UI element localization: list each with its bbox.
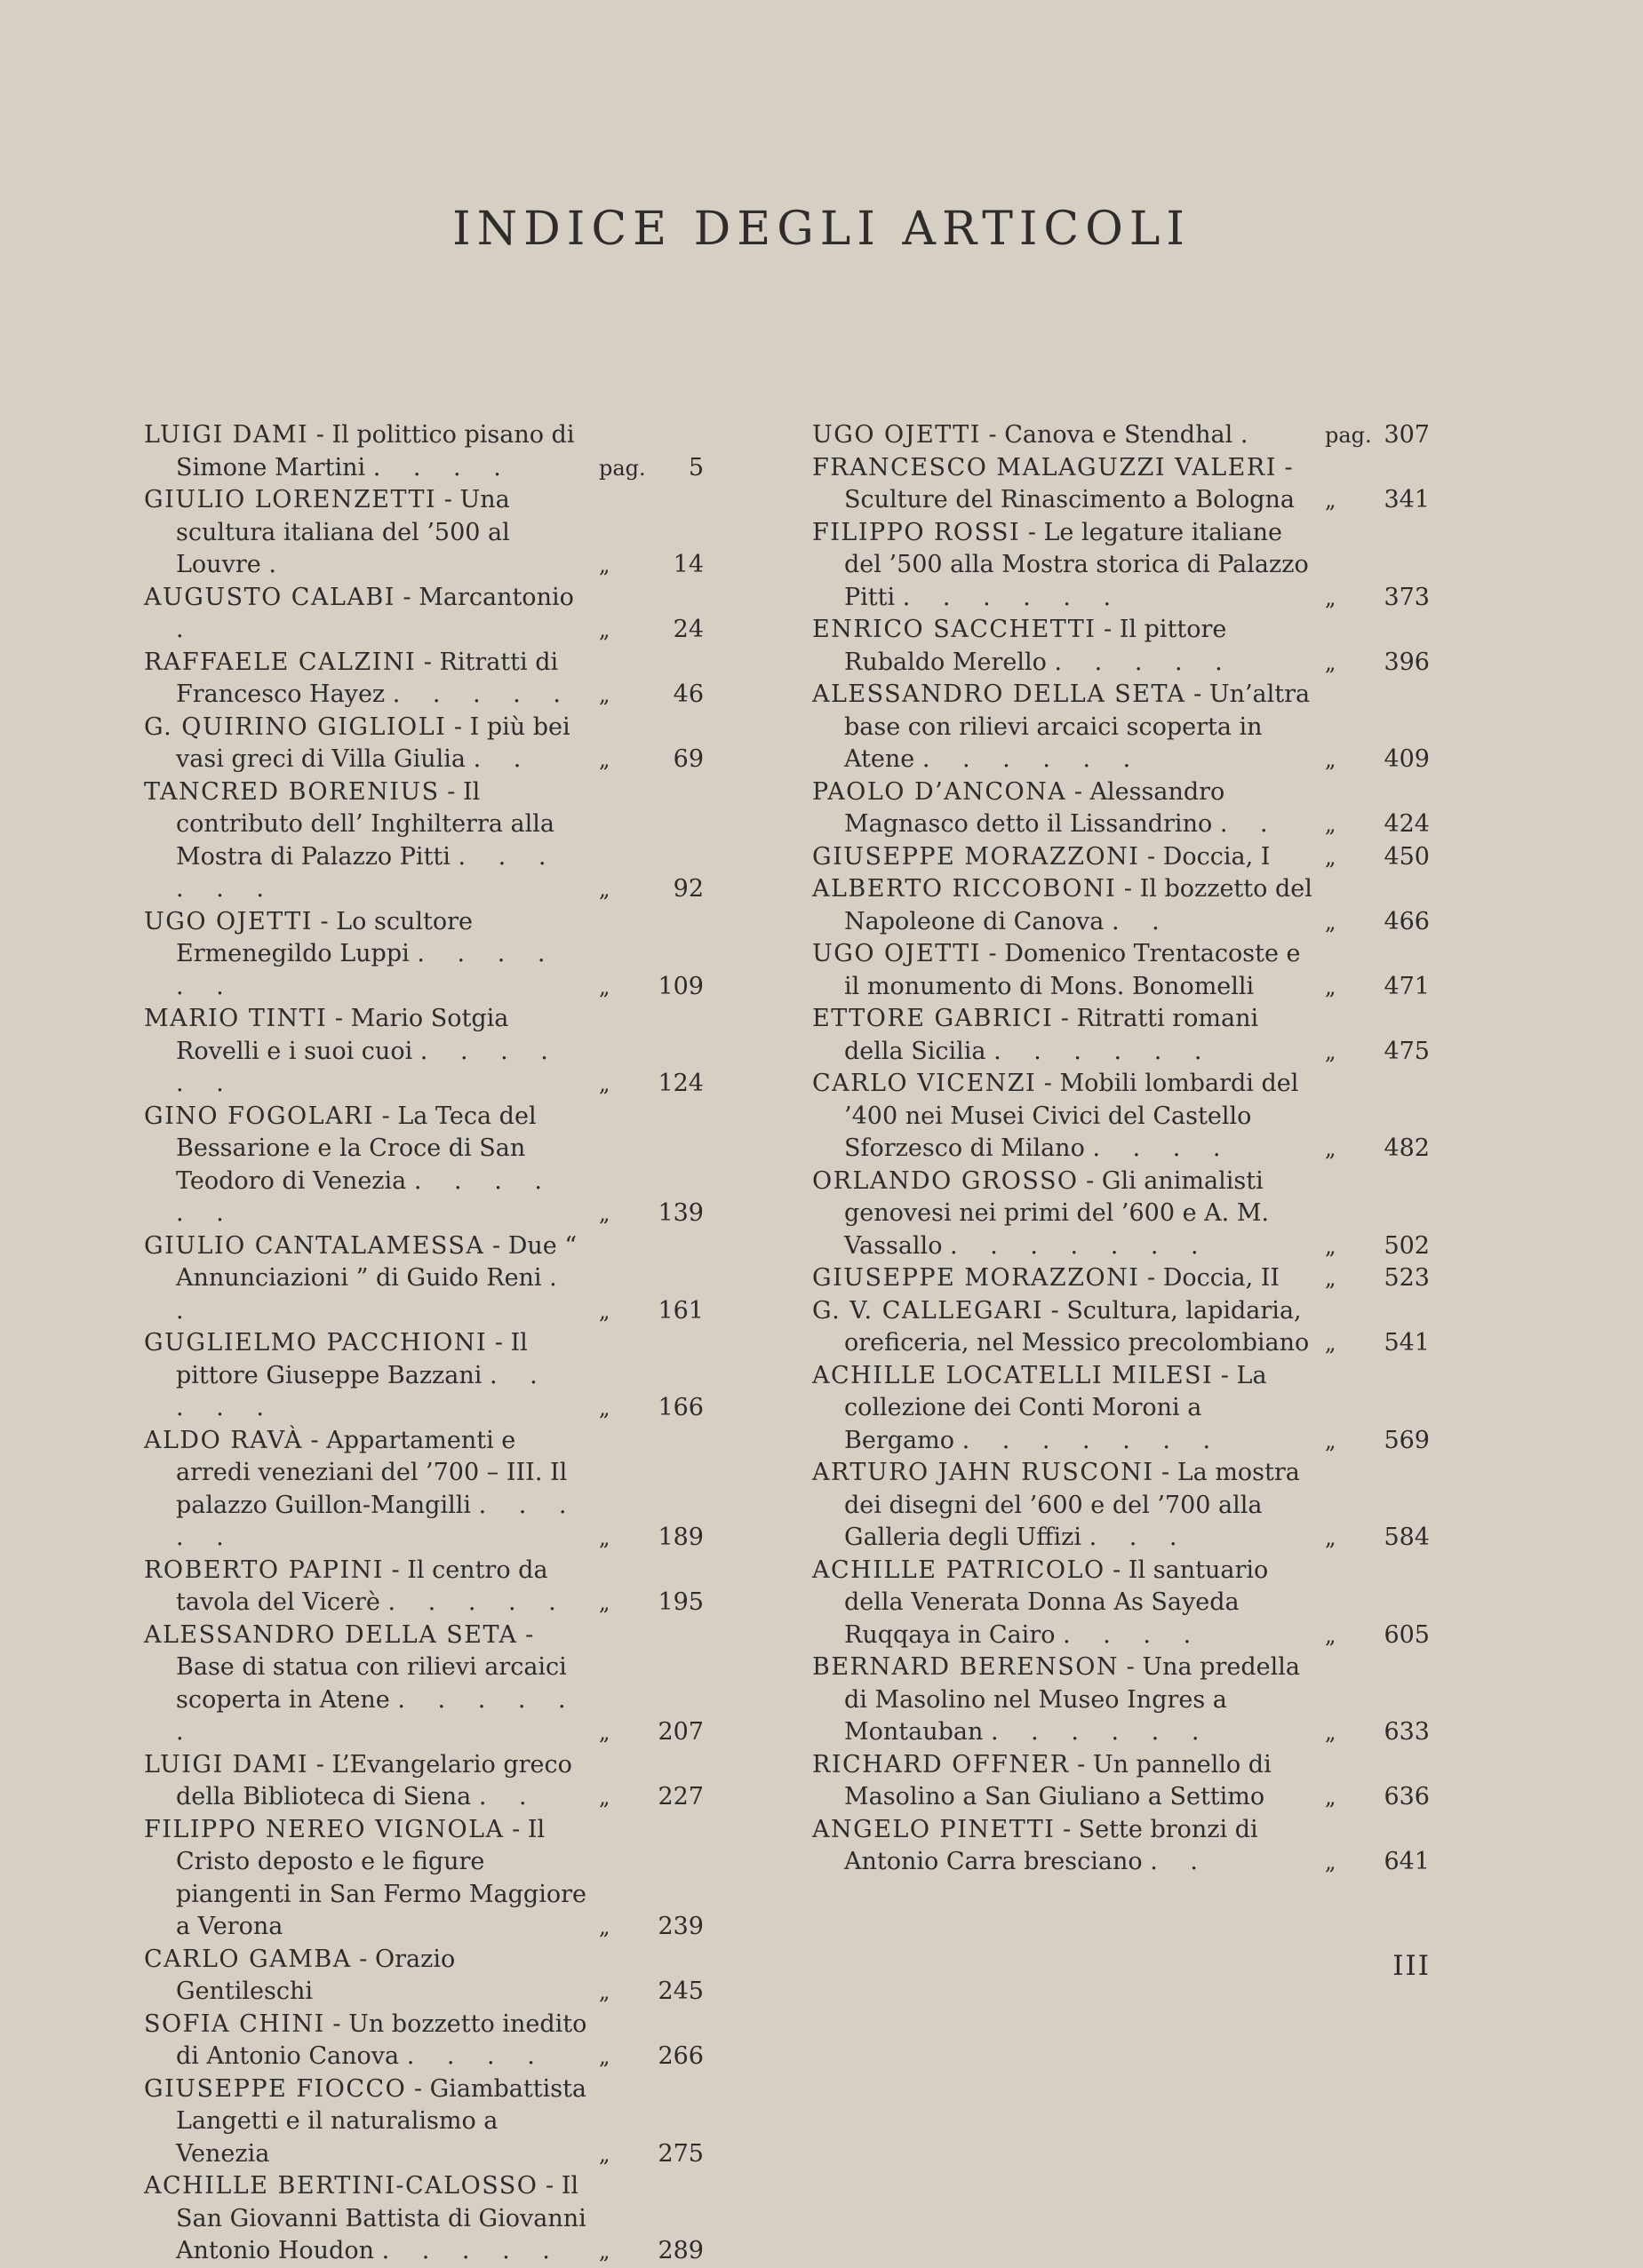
entry-author: ACHILLE BERTINI-CALOSSO [144, 2172, 538, 2200]
page-number-ref: 195 [658, 1588, 704, 1616]
page-number-ref: 24 [673, 616, 704, 643]
entry-author: RICHARD OFFNER [812, 1750, 1070, 1779]
leader-dots: . [1240, 421, 1261, 449]
page-number-ref: 466 [1384, 907, 1430, 935]
entry-author: RAFFAELE CALZINI [144, 648, 417, 676]
index-entry: RICHARD OFFNER - Un pannello di Masolino a San Giuliano a Settimo „ 636 [812, 1749, 1430, 1814]
entry-author: ALDO RAVÀ [144, 1426, 303, 1454]
index-entry: ROBERTO PAPINI - Il centro da tavola del Vicerè . . . . . „ 195 [144, 1555, 704, 1619]
page-title: INDICE DEGLI ARTICOLI [452, 203, 1191, 256]
entry-title: Il pittore Giuseppe Bazzani [176, 1329, 528, 1389]
page-number-ref: 373 [1384, 583, 1430, 611]
page-mark: „ [1325, 1233, 1336, 1259]
entry-author: G. QUIRINO GIGLIOLI [144, 712, 447, 741]
page-number-ref: 289 [658, 2237, 704, 2264]
leader-dots: . . . [1089, 1524, 1190, 1551]
page-number-ref: 396 [1384, 648, 1430, 676]
page-mark: „ [1325, 1622, 1336, 1648]
page-reference [590, 1068, 704, 1101]
entry-author: UGO OJETTI [812, 421, 981, 449]
page-mark: „ [599, 2044, 610, 2069]
entry-title: Lo scultore Ermenegildo Luppi [176, 907, 473, 967]
page-number-ref: 245 [658, 1978, 704, 2005]
entry-author: GIULIO CANTALAMESSA [144, 1231, 485, 1260]
page-reference [590, 744, 704, 776]
entry-author: ANGELO PINETTI [812, 1815, 1056, 1843]
page-mark: „ [1325, 909, 1336, 935]
page-number-ref: 605 [1384, 1620, 1430, 1649]
entry-author: LUIGI DAMI [144, 421, 309, 449]
page-number-ref: 69 [673, 745, 704, 773]
leader-dots: . . . . . . . [950, 1231, 1211, 1260]
page-number-ref: 275 [658, 2139, 704, 2168]
page-reference [1316, 1846, 1430, 1879]
index-entry: ALESSANDRO DELLA SETA - Un’altra base con rilievi arcaici scoperta in Atene . . . . . . „ 409 [812, 679, 1430, 776]
page-reference [1316, 647, 1430, 680]
index-entry: CARLO VICENZI - Mobili lombardi del ’400 nei Musei Civici del Castello Sforzesco di Milano . . . . „ 482 [812, 1068, 1430, 1166]
page-reference [1316, 582, 1430, 615]
page-reference [590, 1392, 704, 1425]
index-entry: GINO FOGOLARI - La Teca del Bessarione e la Croce di San Teodoro di Venezia . . . . . . „ 139 [144, 1101, 704, 1230]
page-reference [1316, 841, 1430, 874]
entry-title: Una predella di Masolino nel Museo Ingres a Montauban [844, 1653, 1300, 1746]
page-number-ref: 471 [1384, 972, 1430, 1000]
page-number-ref: 409 [1384, 745, 1430, 773]
page-number-ref: 227 [658, 1783, 704, 1810]
page-number-ref: 166 [658, 1394, 704, 1421]
entry-author: ACHILLE PATRICOLO [812, 1556, 1105, 1584]
right-column [812, 419, 1430, 1879]
page-mark: „ [599, 2141, 610, 2167]
leader-dots: . . . . [406, 2042, 547, 2070]
page-reference [590, 452, 704, 485]
entry-author: ALESSANDRO DELLA SETA [144, 1620, 518, 1649]
page-reference [590, 1295, 704, 1328]
index-entry: ALESSANDRO DELLA SETA - Base di statua con rilievi arcaici scoperta in Atene . . . . . . „ 207 [144, 1619, 704, 1749]
index-entry: ACHILLE BERTINI-CALOSSO - Il San Giovanni Battista di Giovanni Antonio Houdon . . . . . „ 289 [144, 2170, 704, 2268]
entry-title: Scultura, lapidaria, oreficeria, nel Messico precolombiano [844, 1296, 1310, 1357]
leader-dots: . . . . . . [176, 1166, 554, 1227]
index-entry: G. QUIRINO GIGLIOLI - I più bei vasi greci di Villa Giulia . . „ 69 [144, 712, 704, 776]
page-number-ref: 424 [1384, 810, 1430, 838]
page-reference [1316, 1036, 1430, 1069]
page-reference [590, 549, 704, 582]
entry-author: TANCRED BORENIUS [144, 777, 440, 806]
entry-title: Una scultura italiana del ’500 al Louvre [176, 486, 510, 578]
page-mark: „ [599, 1525, 610, 1550]
index-entry: BERNARD BERENSON - Una predella di Masolino nel Museo Ingres a Montauban . . . . . . „ 633 [812, 1651, 1430, 1749]
entry-author: GIUSEPPE MORAZZONI [812, 842, 1140, 871]
page-reference [1316, 1327, 1430, 1360]
leader-dots: . . . . [1092, 1134, 1233, 1162]
page-reference [1316, 1262, 1430, 1295]
entry-title: Mario Sotgia Rovelli e i suoi cuoi [176, 1005, 509, 1065]
entry-author: GINO FOGOLARI [144, 1102, 375, 1130]
entry-title: Doccia, II [1162, 1264, 1280, 1292]
page-reference [1316, 1781, 1430, 1814]
index-entry: UGO OJETTI - Domenico Trentacoste e il monumento di Mons. Bonomelli „ 471 [812, 938, 1430, 1003]
entry-author: CARLO VICENZI [812, 1070, 1037, 1097]
page-mark: „ [1325, 812, 1336, 837]
page-mark: „ [1325, 974, 1336, 999]
page-reference [590, 873, 704, 906]
page-reference [590, 971, 704, 1004]
page-mark: „ [1325, 844, 1336, 870]
page-mark: „ [1325, 1525, 1336, 1550]
entry-author: FILIPPO ROSSI [812, 518, 1021, 546]
index-entry: RAFFAELE CALZINI - Ritratti di Francesco Hayez . . . . . „ 46 [144, 647, 704, 712]
leader-dots: . . [473, 745, 534, 773]
index-entry: GIUSEPPE MORAZZONI - Doccia, I „ 450 [812, 841, 1430, 874]
entry-title: Giambattista Langetti e il naturalismo a Venezia [176, 2074, 587, 2168]
leader-dots: . . . . [372, 453, 514, 481]
leader-dots: . . . . . . [176, 1037, 561, 1097]
index-entry: CARLO GAMBA - Orazio Gentileschi „ 245 [144, 1944, 704, 2009]
page-number-ref: 523 [1384, 1264, 1430, 1292]
entry-author: ENRICO SACCHETTI [812, 616, 1097, 643]
page-mark: „ [599, 1914, 610, 1939]
entry-title: Un’altra base con rilievi arcaici scoperta in Atene [844, 680, 1311, 773]
entry-title: Sculture del Rinascimento a Bologna [844, 486, 1295, 513]
entry-title: Il santuario della Venerata Donna As Sayeda Ruqqaya in Cairo [844, 1556, 1269, 1649]
entry-title: Il contributo dell’ Inghilterra alla Mostra di Palazzo Pitti [176, 777, 555, 871]
page-mark: „ [1325, 649, 1336, 675]
entry-title: Un bozzetto inedito di Antonio Canova [176, 2009, 587, 2070]
index-entry: ORLANDO GROSSO - Gli animalisti genovesi nei primi del ’600 e A. M. Vassallo . . . . . . . „ 502 [812, 1166, 1430, 1263]
leader-dots: . . . . . [387, 1588, 569, 1616]
leader-dots: . . . . [1063, 1620, 1204, 1649]
entry-title: Ritratti di Francesco Hayez [176, 648, 559, 708]
entry-author: ROBERTO PAPINI [144, 1556, 384, 1584]
page-number-ref: 14 [673, 551, 704, 578]
page-reference [1316, 1716, 1430, 1749]
page-reference [590, 1781, 704, 1814]
entry-title: Il pittore Rubaldo Merello [844, 616, 1227, 676]
index-entry: FRANCESCO MALAGUZZI VALERI - Sculture del Rinascimento a Bologna „ 341 [812, 452, 1430, 517]
entry-title: La collezione dei Conti Moroni a Bergamo [844, 1361, 1267, 1454]
page-number-ref: 341 [1384, 486, 1430, 513]
entry-title: Le legature italiane del ’500 alla Mostra storica di Palazzo Pitti [844, 518, 1309, 611]
page-number-ref: 207 [658, 1718, 704, 1746]
page-reference [590, 1522, 704, 1555]
page-mark: pag. [599, 455, 646, 481]
page-number-ref: 502 [1384, 1231, 1430, 1260]
index-entry: ENRICO SACCHETTI - Il pittore Rubaldo Merello . . . . . „ 396 [812, 614, 1430, 679]
page-number-ref: 139 [658, 1199, 704, 1227]
page-number-ref: 307 [1384, 421, 1430, 449]
page-mark: „ [599, 682, 610, 707]
page-number-ref: 636 [1384, 1783, 1430, 1810]
entry-title: La mostra dei disegni del ’600 e del ’700 alla Galleria degli Uffizi [844, 1459, 1300, 1551]
leader-dots: . . . . . . . [961, 1426, 1224, 1454]
entry-title: Sette bronzi di Antonio Carra bresciano [844, 1815, 1258, 1875]
page-mark: „ [599, 1396, 610, 1420]
entry-author: GUGLIELMO PACCHIONI [144, 1329, 488, 1357]
entry-title: Il Cristo deposto e le figure piangenti in San Fermo Maggiore a Verona [176, 1815, 586, 1940]
page-number-ref: 541 [1384, 1329, 1430, 1357]
page-mark: „ [599, 1590, 610, 1615]
leader-dots: . . . . . [1054, 648, 1235, 676]
leader-dots: . . [176, 1264, 570, 1325]
entry-title: Doccia, I [1162, 842, 1271, 871]
page-number-ref: 641 [1384, 1848, 1430, 1875]
page-reference [1316, 808, 1430, 841]
index-entry: LUIGI DAMI - L’Evangelario greco della Biblioteca di Siena . . „ 227 [144, 1749, 704, 1814]
index-entry: FILIPPO NEREO VIGNOLA - Il Cristo deposto e le figure piangenti in San Fermo Maggiore a Verona „ 239 [144, 1814, 704, 1944]
page-mark: „ [1325, 1428, 1336, 1453]
leader-dots: . . . . . . [993, 1037, 1215, 1065]
leader-dots: . . [1219, 810, 1280, 838]
page-mark: „ [599, 747, 610, 772]
index-entry: ACHILLE PATRICOLO - Il santuario della Venerata Donna As Sayeda Ruqqaya in Cairo . . . . „ 605 [812, 1555, 1430, 1652]
entry-author: AUGUSTO CALABI [144, 583, 395, 611]
page-reference [1316, 1619, 1430, 1652]
page-reference [590, 1716, 704, 1749]
page-number-ref: 46 [673, 680, 704, 708]
index-entry: SOFIA CHINI - Un bozzetto inedito di Antonio Canova . . . . „ 266 [144, 2009, 704, 2073]
index-entry: AUGUSTO CALABI - Marcantonio . „ 24 [144, 582, 704, 647]
page-mark: „ [599, 1720, 610, 1745]
entry-author: MARIO TINTI [144, 1005, 328, 1032]
entry-title: Appartamenti e arredi veneziani del ’700 – III. Il palazzo Guillon-Mangilli [176, 1426, 568, 1519]
index-entry: GIULIO CANTALAMESSA - Due “ Annunciazioni ” di Guido Reni . . „ 161 [144, 1230, 704, 1328]
page-mark: „ [1325, 1850, 1336, 1874]
entry-author: ALBERTO RICCOBONI [812, 875, 1117, 903]
entry-author: CARLO GAMBA [144, 1945, 352, 1973]
entry-title: Domenico Trentacoste e il monumento di Mons. Bonomelli [844, 940, 1301, 1000]
entry-title: I più bei vasi greci di Villa Giulia [176, 712, 570, 773]
index-entry: GIUSEPPE MORAZZONI - Doccia, II „ 523 [812, 1262, 1430, 1295]
entry-title: La Teca del Bessarione e la Croce di San Teodoro di Venezia [176, 1102, 537, 1195]
index-entry: UGO OJETTI - Lo scultore Ermenegildo Luppi . . . . . . „ 109 [144, 906, 704, 1004]
page-number-ref: 266 [658, 2042, 704, 2070]
page-number-ref: 475 [1384, 1037, 1430, 1065]
page-reference [1316, 1522, 1430, 1555]
page-number-ref: 239 [658, 1913, 704, 1940]
index-entry: LUIGI DAMI - Il polittico pisano di Simone Martini . . . . pag. 5 [144, 419, 704, 484]
leader-dots: . . . . . [176, 1361, 550, 1421]
entry-title: Ritratti romani della Sicilia [844, 1005, 1259, 1065]
page-number-ref: 124 [658, 1070, 704, 1097]
entry-author: UGO OJETTI [812, 940, 981, 967]
page-mark: „ [599, 2239, 610, 2264]
entry-author: ETTORE GABRICI [812, 1005, 1054, 1032]
page-number-ref: 92 [673, 875, 704, 903]
entry-title: Canova e Stendhal [1004, 421, 1233, 449]
page-mark: „ [599, 1979, 610, 2004]
page-reference [590, 2041, 704, 2073]
entry-title: Due “ Annunciazioni ” di Guido Reni [176, 1231, 578, 1292]
index-entry: FILIPPO ROSSI - Le legature italiane del ’500 alla Mostra storica di Palazzo Pitti . . . . . . „ 373 [812, 517, 1430, 615]
page-number: III [1392, 1950, 1431, 1982]
page-reference [1316, 1230, 1430, 1263]
index-entry: GUGLIELMO PACCHIONI - Il pittore Giuseppe Bazzani . . . . . „ 166 [144, 1327, 704, 1425]
page-number-ref: 450 [1384, 842, 1430, 871]
entry-title: Orazio Gentileschi [176, 1945, 456, 2005]
page-mark: „ [1325, 1720, 1336, 1745]
page-reference [590, 679, 704, 712]
leader-dots: . . [1111, 907, 1172, 935]
entry-author: GIUSEPPE MORAZZONI [812, 1264, 1140, 1292]
page-reference [1316, 484, 1430, 517]
page-reference [590, 2138, 704, 2171]
entry-title: Gli animalisti genovesi nei primi del ’600 e A. M. Vassallo [844, 1166, 1270, 1260]
entry-title: Un pannello di Masolino a San Giuliano a Settimo [844, 1750, 1272, 1810]
entry-author: ALESSANDRO DELLA SETA [812, 680, 1186, 708]
leader-dots: . . . . . . [176, 940, 558, 1000]
page-mark: „ [599, 617, 610, 642]
page-reference [590, 1911, 704, 1944]
page-mark: „ [1325, 747, 1336, 772]
entry-author: GIUSEPPE FIOCCO [144, 2074, 407, 2103]
leader-dots: . . . . . [392, 680, 573, 708]
index-entry: ARTURO JAHN RUSCONI - La mostra dei disegni del ’600 e del ’700 alla Galleria degli Uffizi . . . „ 584 [812, 1457, 1430, 1555]
index-entry: UGO OJETTI - Canova e Stendhal . pag. 307 [812, 419, 1430, 452]
page-reference [590, 614, 704, 647]
entry-author: BERNARD BERENSON [812, 1653, 1120, 1681]
page-mark: „ [1325, 1136, 1336, 1161]
page-mark: „ [1325, 1039, 1336, 1064]
entry-author: ARTURO JAHN RUSCONI [812, 1459, 1154, 1486]
page-mark: „ [599, 877, 610, 902]
page-reference [1316, 1425, 1430, 1458]
entry-title: Mobili lombardi del ’400 nei Musei Civici del Castello Sforzesco di Milano [844, 1070, 1299, 1162]
index-entry: MARIO TINTI - Mario Sotgia Rovelli e i suoi cuoi . . . . . . „ 124 [144, 1003, 704, 1101]
left-column [144, 419, 704, 2268]
entry-author: ACHILLE LOCATELLI MILESI [812, 1361, 1214, 1389]
entry-author: FILIPPO NEREO VIGNOLA [144, 1815, 505, 1843]
entry-title: L’Evangelario greco della Biblioteca di Siena [176, 1750, 572, 1810]
entry-title: Il polittico pisano di Simone Martini [176, 421, 575, 481]
entry-title: Il centro da tavola del Vicerè [176, 1556, 548, 1616]
page-reference [1316, 744, 1430, 776]
page-number-ref: 584 [1384, 1524, 1430, 1551]
index-entry: ALBERTO RICCOBONI - Il bozzetto del Napoleone di Canova . . „ 466 [812, 873, 1430, 938]
entry-author: FRANCESCO MALAGUZZI VALERI [812, 453, 1277, 481]
index-entry: ALDO RAVÀ - Appartamenti e arredi veneziani del ’700 – III. Il palazzo Guillon-Mangilli . . . . . „ 189 [144, 1425, 704, 1555]
index-entry: PAOLO D’ANCONA - Alessandro Magnasco detto il Lissandrino . . „ 424 [812, 776, 1430, 841]
leader-dots: . . . . . [176, 1491, 579, 1551]
index-entry: GIULIO LORENZETTI - Una scultura italiana del ’500 al Louvre . „ 14 [144, 484, 704, 582]
page-mark: „ [599, 553, 610, 577]
leader-dots: . . . . . . [176, 842, 559, 903]
page-mark: „ [1325, 585, 1336, 610]
entry-title: Base di statua con rilievi arcaici scoperta in Atene [176, 1653, 567, 1714]
page-number-ref: 189 [658, 1524, 704, 1551]
page-number-ref: 161 [658, 1296, 704, 1325]
page-reference [1316, 971, 1430, 1004]
page-mark: „ [599, 1071, 610, 1096]
page-reference [590, 2235, 704, 2268]
entry-author: ORLANDO GROSSO [812, 1166, 1079, 1195]
page-number-ref: 109 [658, 972, 704, 1000]
entry-author: G. V. CALLEGARI [812, 1296, 1044, 1325]
entry-author: PAOLO D’ANCONA [812, 777, 1067, 806]
entry-author: SOFIA CHINI [144, 2009, 325, 2038]
page-reference [590, 1976, 704, 2009]
page-number-ref: 5 [688, 453, 704, 481]
page-reference [590, 1198, 704, 1230]
page-number-ref: 633 [1384, 1718, 1430, 1746]
page-mark: „ [1325, 1331, 1336, 1356]
page-mark: „ [1325, 488, 1336, 513]
index-entry: ANGELO PINETTI - Sette bronzi di Antonio Carra bresciano . . „ 641 [812, 1814, 1430, 1879]
entry-title: Alessandro Magnasco detto il Lissandrino [844, 777, 1225, 838]
page-number-ref: 482 [1384, 1134, 1430, 1162]
page-mark: „ [1325, 1266, 1336, 1291]
entry-author: GIULIO LORENZETTI [144, 486, 437, 513]
page-mark: pag. [1325, 423, 1372, 448]
index-entry: TANCRED BORENIUS - Il contributo dell’ Inghilterra alla Mostra di Palazzo Pitti . . . . . . „ 92 [144, 776, 704, 906]
index-entry: ACHILLE LOCATELLI MILESI - La collezione dei Conti Moroni a Bergamo . . . . . . . „ 569 [812, 1360, 1430, 1458]
leader-dots: . . . . . . [902, 583, 1124, 611]
index-entry: GIUSEPPE FIOCCO - Giambattista Langetti e il naturalismo a Venezia „ 275 [144, 2073, 704, 2171]
entry-author: UGO OJETTI [144, 907, 313, 935]
page-mark: „ [1325, 1785, 1336, 1810]
page-reference [1316, 1133, 1430, 1166]
entry-author: LUIGI DAMI [144, 1750, 309, 1779]
leader-dots: . . . . . . [991, 1718, 1212, 1746]
leader-dots: . [268, 551, 289, 578]
entry-title: Il bozzetto del Napoleone di Canova [844, 875, 1312, 935]
page-mark: „ [599, 1201, 610, 1226]
index-entry: ETTORE GABRICI - Ritratti romani della Sicilia . . . . . . „ 475 [812, 1003, 1430, 1068]
page-mark: „ [599, 1298, 610, 1324]
leader-dots: . . [478, 1783, 539, 1810]
entry-title: Il San Giovanni Battista di Giovanni Antonio Houdon [176, 2172, 586, 2264]
index-entry: G. V. CALLEGARI - Scultura, lapidaria, oreficeria, nel Messico precolombiano „ 541 [812, 1295, 1430, 1360]
page-reference [590, 1587, 704, 1619]
page-mark: „ [599, 974, 610, 999]
leader-dots: . . . . . [381, 2237, 562, 2264]
leader-dots: . . . . . . [921, 745, 1144, 773]
page-reference [1316, 419, 1430, 452]
page-mark: „ [599, 1785, 610, 1810]
page-number-ref: 569 [1384, 1426, 1430, 1454]
page-reference [1316, 906, 1430, 939]
entry-title: Marcantonio [419, 583, 574, 611]
leader-dots: . . . . . . [176, 1685, 578, 1746]
leader-dots: . [176, 616, 196, 643]
leader-dots: . . [1150, 1848, 1210, 1875]
